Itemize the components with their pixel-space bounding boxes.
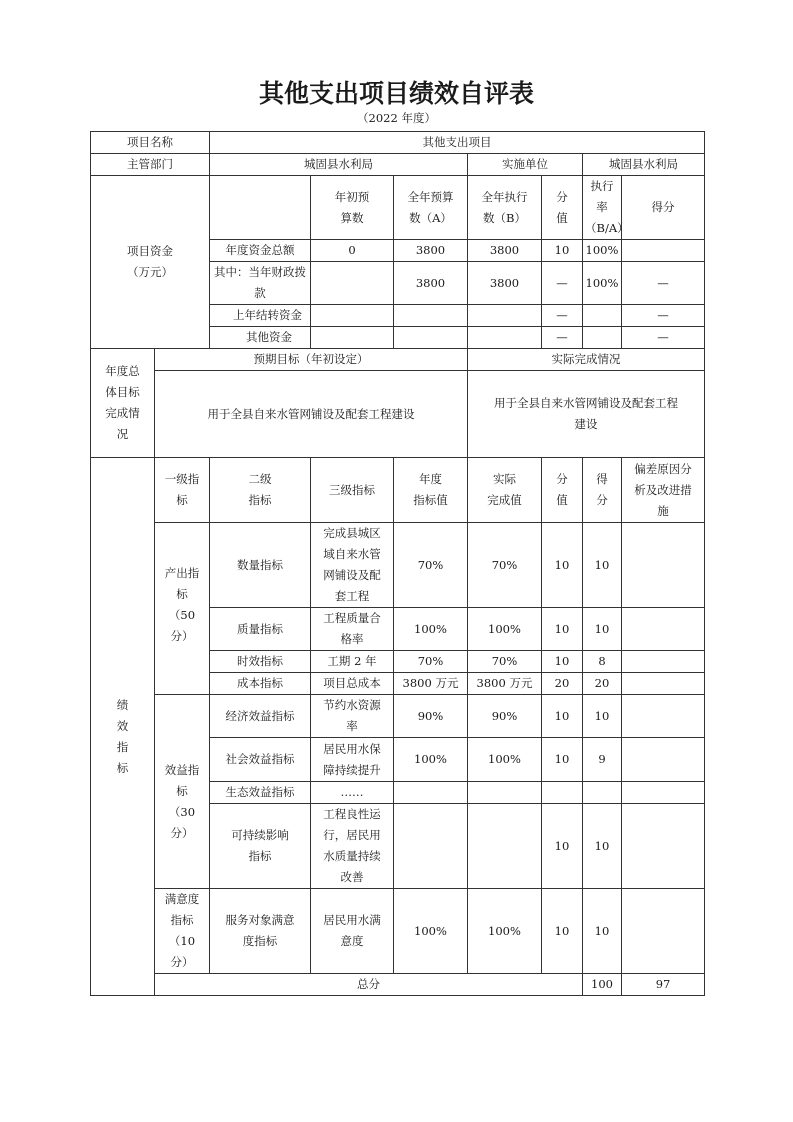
funds-executed: 3800 [468,240,542,262]
perf-target [394,782,468,804]
perf-row [91,889,705,974]
funds-score-value: — [542,305,583,327]
perf-header-level1: 一级指 标 [155,458,210,523]
perf-header-score-value: 分 值 [542,458,583,523]
perf-row [91,695,705,738]
impl-unit-value: 城固县水利局 [583,154,705,176]
perf-level2: 可持续影响 指标 [210,804,311,889]
perf-header-actual: 实际 完成值 [468,458,542,523]
funds-score: — [622,305,705,327]
perf-deviation [622,608,705,651]
perf-header-score: 得 分 [583,458,622,523]
funds-initial: 0 [311,240,394,262]
perf-level3: 完成县城区 域自来水管 网铺设及配 套工程 [311,523,394,608]
funds-rate [583,327,622,349]
perf-level3: 工程质量合 格率 [311,608,394,651]
perf-target [394,804,468,889]
total-score-value: 100 [583,974,622,996]
funds-row-name: 年度资金总额 [210,240,311,262]
perf-target: 100% [394,738,468,782]
perf-level1-benefit: 效益指 标 （30 分） [155,695,210,889]
perf-score: 10 [583,523,622,608]
goals-expected-text: 用于全县自来水管网铺设及配套工程建设 [155,371,468,458]
page-title: 其他支出项目绩效自评表 [258,79,534,108]
dept-label: 主管部门 [91,154,210,176]
perf-level1-satisfaction: 满意度 指标 （10 分） [155,889,210,974]
perf-header-deviation: 偏差原因分 析及改进措 施 [622,458,705,523]
performance-label: 绩 效 指 标 [91,458,155,996]
perf-score: 9 [583,738,622,782]
perf-score: 10 [583,608,622,651]
project-name-value: 其他支出项目 [210,132,705,154]
perf-target: 3800 万元 [394,673,468,695]
perf-level2: 质量指标 [210,608,311,651]
perf-level3: …… [311,782,394,804]
goals-expected-header: 预期目标（年初设定） [155,349,468,371]
goals-actual-text: 用于全县自来水管网铺设及配套工程 建设 [468,371,705,458]
funds-initial [311,262,394,305]
self-evaluation-table [90,131,705,996]
funds-score-value: 10 [542,240,583,262]
perf-score: 10 [583,695,622,738]
perf-target: 70% [394,523,468,608]
perf-score: 8 [583,651,622,673]
perf-deviation [622,695,705,738]
perf-deviation [622,889,705,974]
funds-row-name: 其他资金 [210,327,311,349]
perf-score-value: 20 [542,673,583,695]
funds-initial [311,327,394,349]
perf-target: 70% [394,651,468,673]
funds-header-blank [210,176,311,240]
funds-score-value: — [542,327,583,349]
perf-score-value: 10 [542,695,583,738]
perf-score-value: 10 [542,738,583,782]
perf-score-value [542,782,583,804]
perf-score-value: 10 [542,889,583,974]
perf-target: 100% [394,608,468,651]
perf-deviation [622,782,705,804]
perf-deviation [622,651,705,673]
funds-rate: 100% [583,240,622,262]
goals-label: 年度总 体目标 完成情 况 [91,349,155,458]
funds-initial [311,305,394,327]
perf-level2: 时效指标 [210,651,311,673]
funds-rate [583,305,622,327]
dept-value: 城固县水利局 [210,154,468,176]
perf-level2: 数量指标 [210,523,311,608]
perf-score-value: 10 [542,523,583,608]
perf-actual: 100% [468,738,542,782]
funds-executed [468,327,542,349]
perf-actual: 70% [468,651,542,673]
perf-actual: 90% [468,695,542,738]
funds-label-line: （万元） [127,265,173,279]
perf-level2: 经济效益指标 [210,695,311,738]
perf-row [91,523,705,608]
funds-row-name: 其中：当年财政拨款 [210,262,311,305]
funds-score: — [622,262,705,305]
funds-rate: 100% [583,262,622,305]
perf-level2: 生态效益指标 [210,782,311,804]
funds-executed: 3800 [468,262,542,305]
project-name-label: 项目名称 [91,132,210,154]
perf-level3: 居民用水保 障持续提升 [311,738,394,782]
funds-header-budget: 全年预算 数（A） [394,176,468,240]
perf-level3: 工程良性运 行，居民用 水质量持续 改善 [311,804,394,889]
funds-header-score: 得分 [622,176,705,240]
perf-deviation [622,523,705,608]
impl-unit-label: 实施单位 [468,154,583,176]
perf-header-level3: 三级指标 [311,458,394,523]
total-row [91,974,705,996]
perf-score: 10 [583,889,622,974]
perf-level3: 工期 2 年 [311,651,394,673]
perf-target: 100% [394,889,468,974]
perf-score [583,782,622,804]
funds-budget: 3800 [394,240,468,262]
perf-actual [468,782,542,804]
funds-budget [394,327,468,349]
perf-target: 90% [394,695,468,738]
perf-deviation [622,738,705,782]
funds-header-rate: 执行率 （B/A） [583,176,622,240]
funds-score [622,240,705,262]
perf-actual: 100% [468,889,542,974]
perf-level2: 服务对象满意 度指标 [210,889,311,974]
perf-level3: 项目总成本 [311,673,394,695]
perf-deviation [622,804,705,889]
perf-level3: 节约水资源 率 [311,695,394,738]
total-score: 97 [622,974,705,996]
funds-budget: 3800 [394,262,468,305]
goals-actual-header: 实际完成情况 [468,349,705,371]
funds-header-initial: 年初预 算数 [311,176,394,240]
perf-level2: 成本指标 [210,673,311,695]
perf-actual: 100% [468,608,542,651]
perf-header-target: 年度 指标值 [394,458,468,523]
total-label: 总分 [155,974,583,996]
perf-score-value: 10 [542,608,583,651]
funds-row-name: 上年结转资金 [210,305,311,327]
funds-executed [468,305,542,327]
funds-label [91,176,210,349]
perf-actual: 3800 万元 [468,673,542,695]
perf-score-value: 10 [542,804,583,889]
perf-actual: 70% [468,523,542,608]
perf-level2: 社会效益指标 [210,738,311,782]
perf-score: 20 [583,673,622,695]
funds-score-value: — [542,262,583,305]
funds-header-score-value: 分 值 [542,176,583,240]
page-subtitle-year: （2022 年度） [357,111,436,125]
perf-deviation [622,673,705,695]
funds-label-line: 项目资金 [127,244,173,258]
perf-level1-output: 产出指 标 （50 分） [155,523,210,695]
perf-header-level2: 二级 指标 [210,458,311,523]
funds-score: — [622,327,705,349]
funds-budget [394,305,468,327]
perf-actual [468,804,542,889]
perf-score-value: 10 [542,651,583,673]
perf-score: 10 [583,804,622,889]
perf-level3: 居民用水满 意度 [311,889,394,974]
funds-header-executed: 全年执行 数（B） [468,176,542,240]
